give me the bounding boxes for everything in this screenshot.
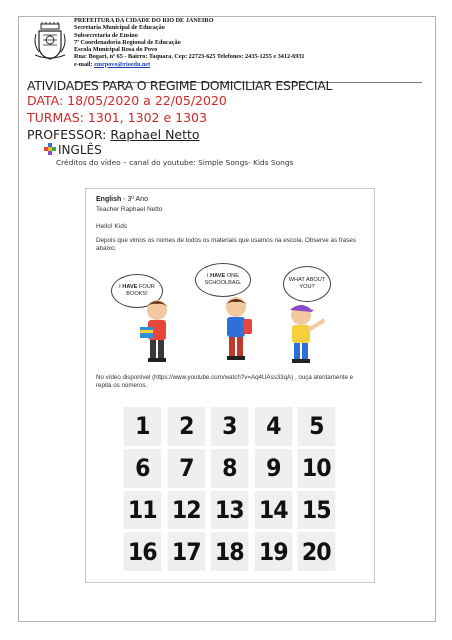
letterhead bbox=[74, 17, 374, 68]
boy-with-schoolbag-image bbox=[216, 294, 256, 366]
activities-heading: ATIVIDADES PARA O REGIME DOMICILIAR ESPECIAL bbox=[27, 78, 333, 93]
boy-with-books-image bbox=[136, 297, 178, 367]
boy-pointing-image bbox=[283, 301, 327, 367]
letterhead-subsecretariat: Subsecretaria de Ensino bbox=[74, 31, 138, 39]
number-cell: 15 bbox=[298, 491, 335, 530]
number-cell: 6 bbox=[124, 449, 161, 488]
worksheet-card bbox=[85, 188, 375, 583]
professor-name: Raphael Netto bbox=[110, 127, 200, 142]
subject-line bbox=[44, 143, 102, 157]
card-title-bold: English bbox=[96, 196, 122, 203]
number-cell: 8 bbox=[211, 449, 248, 488]
card-title-grade: - 3º Ano bbox=[121, 196, 148, 203]
colored-cross-icon bbox=[44, 143, 56, 155]
number-cell: 2 bbox=[167, 407, 204, 446]
card-greeting: Hello! Kids bbox=[96, 223, 128, 230]
speech-bubble-question: WHAT ABOUT YOU? bbox=[283, 266, 331, 302]
card-intro: Depois que vimos os nomes de todos os materiais que usamos na escola. Observe as frases abaixo: bbox=[96, 237, 357, 252]
subject-name: INGLÊS bbox=[58, 143, 102, 157]
number-cell: 19 bbox=[254, 532, 291, 571]
number-cell: 12 bbox=[167, 491, 204, 530]
number-cell: 5 bbox=[298, 407, 335, 446]
email-link[interactable]: emrpovo@rioedu.net bbox=[94, 60, 151, 68]
email-label: e-mail: bbox=[74, 60, 95, 68]
classes-line: TURMAS: 1301, 1302 e 1303 bbox=[27, 110, 207, 125]
number-cell: 9 bbox=[254, 449, 291, 488]
letterhead-address: Rua: Bogari, nº 65 - Bairro: Taquara, Cep: 22723-625 Telefones: 2435-1255 e 3412-6931 bbox=[74, 53, 305, 61]
video-instructions: No vídeo disponível (https://www.youtube.com/watch?v=Aq4UAss33qA) , ouça atentamente e repita os números. bbox=[96, 374, 354, 389]
city-crest-icon bbox=[32, 22, 68, 60]
letterhead-prefecture: PREFEITURA DA CIDADE DO RIO DE JANEIRO bbox=[74, 17, 214, 24]
card-title bbox=[96, 196, 148, 203]
number-cell: 4 bbox=[254, 407, 291, 446]
speech-bubble-schoolbag: I HAVE ONE SCHOOLBAG. bbox=[195, 263, 251, 297]
letterhead-email-row bbox=[74, 61, 374, 68]
speech-bubble-books: I HAVE FOUR BOOKS! bbox=[111, 274, 163, 308]
date-line: DATA: 18/05/2020 a 22/05/2020 bbox=[27, 93, 227, 108]
number-cell: 13 bbox=[211, 491, 248, 530]
professor-label: PROFESSOR: bbox=[27, 127, 111, 142]
professor-line bbox=[27, 127, 200, 142]
number-cell: 16 bbox=[124, 532, 161, 571]
number-cell: 20 bbox=[298, 532, 335, 571]
number-cell: 3 bbox=[211, 407, 248, 446]
number-cell: 11 bbox=[124, 491, 161, 530]
number-cell: 17 bbox=[167, 532, 204, 571]
number-cell: 1 bbox=[124, 407, 161, 446]
number-cell: 7 bbox=[167, 449, 204, 488]
letterhead-coordination: 7ª Coordenadoria Regional de Educação bbox=[74, 38, 181, 46]
number-cell: 18 bbox=[211, 532, 248, 571]
numbers-grid bbox=[122, 407, 337, 571]
letterhead-school: Escola Municipal Rosa do Povo bbox=[74, 46, 158, 54]
number-cell: 14 bbox=[254, 491, 291, 530]
card-teacher: Teacher Raphael Netto bbox=[96, 206, 163, 213]
video-credits: Créditos do vídeo – canal do youtube: Simple Songs- Kids Songs bbox=[56, 158, 294, 167]
number-cell: 10 bbox=[298, 449, 335, 488]
letterhead-secretariat: Secretaria Municipal de Educação bbox=[74, 24, 165, 32]
